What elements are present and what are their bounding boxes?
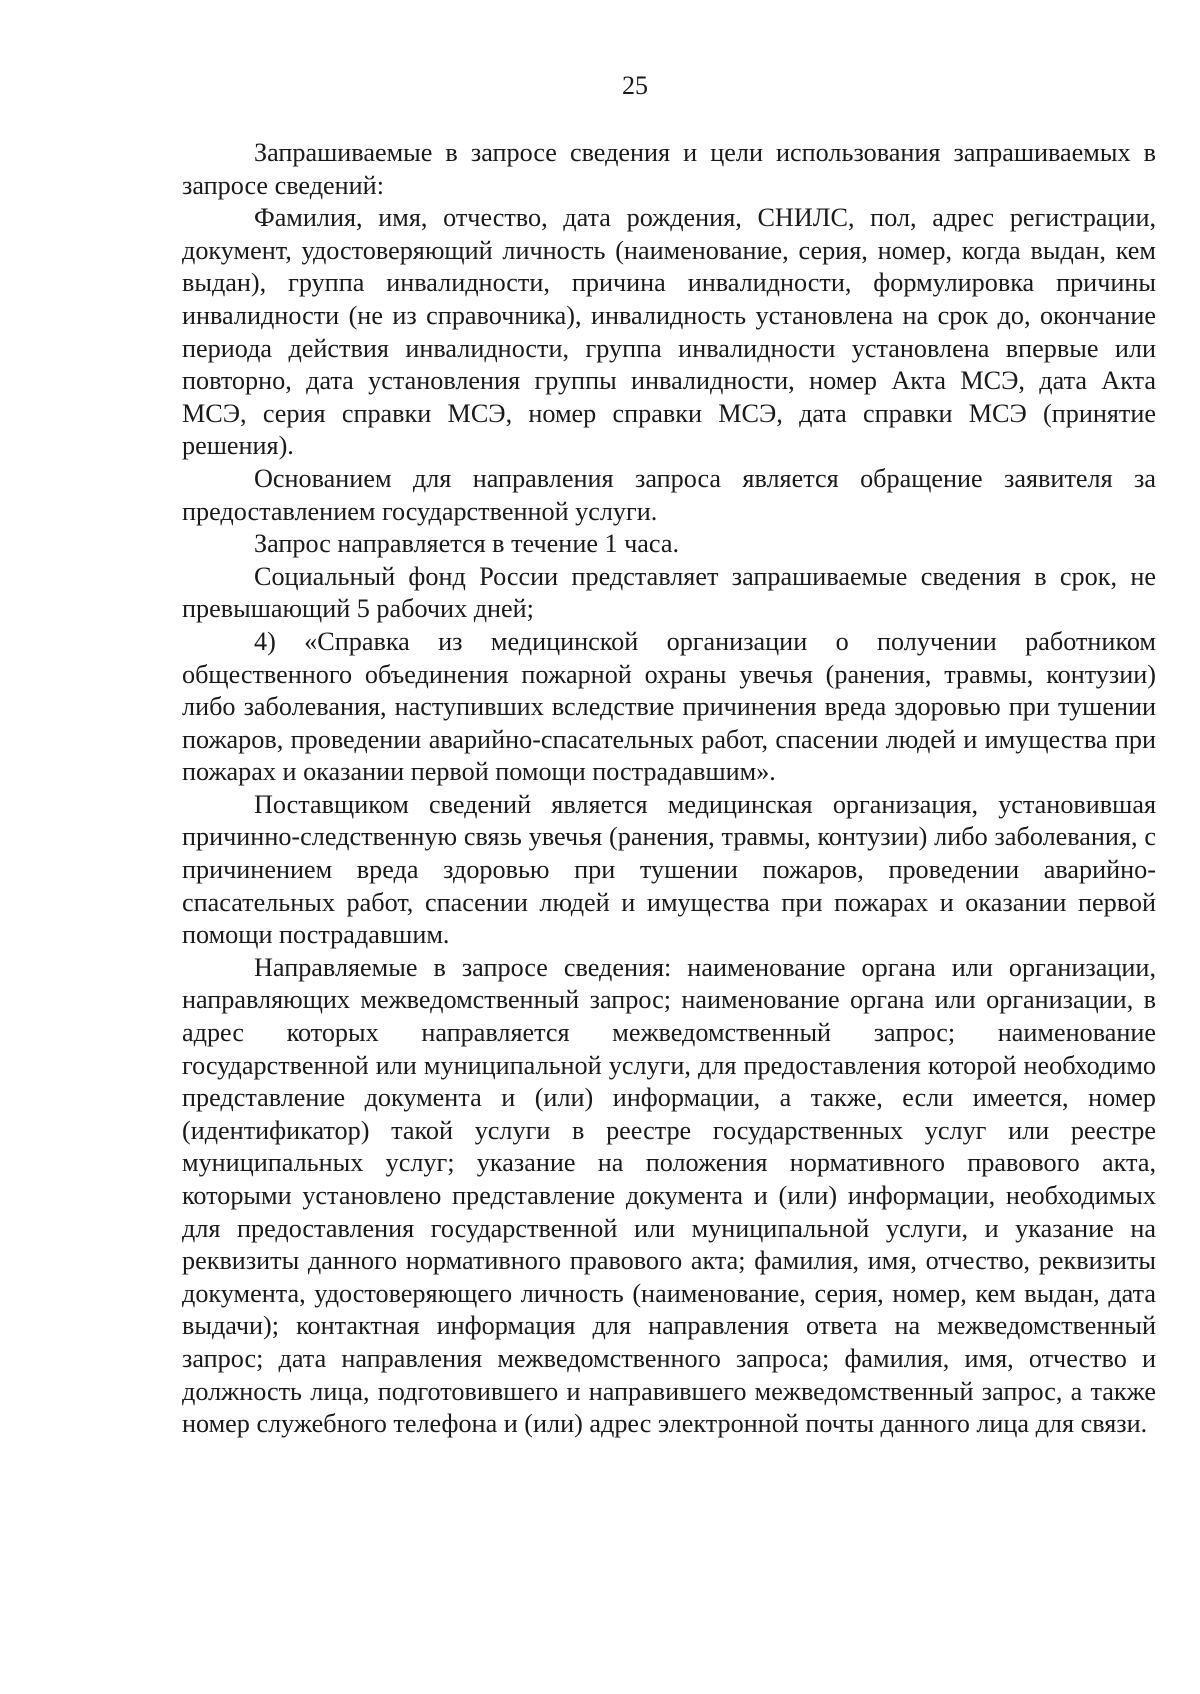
paragraph-requested-info-intro: Запрашиваемые в запросе сведения и цели использования запрашиваемых в запросе сведений: xyxy=(182,138,1156,200)
paragraph-response-deadline: Социальный фонд России представляет запрашиваемые сведения в срок, не превышающий 5 рабочих дней; xyxy=(182,561,1156,624)
document-body xyxy=(182,137,1156,1441)
paragraph-request-timing: Запрос направляется в течение 1 часа. xyxy=(254,529,680,559)
paragraph-request-basis: Основанием для направления запроса является обращение заявителя за предоставлением государственной услуги. xyxy=(182,463,1156,526)
paragraph-supplier: Поставщиком сведений является медицинская организация, установившая причинно-следственную связь увечья (ранения, травмы, контузии) либо заболевания, с причинением вреда здоровью при тушении пожаров, проведении аварийно-спасательных работ, спасении людей и имущества при пожарах и оказании первой помощи пострадавшим. xyxy=(182,789,1156,950)
paragraph-requested-info-list: Фамилия, имя, отчество, дата рождения, СНИЛС, пол, адрес регистрации, документ, удостоверяющий личность (наименование, серия, номер, когда выдан, кем выдан), группа инвалидности, причина инвалидности, формулировка причины инвалидности (не из справочника), инвалидность установлена на срок до, окончание периода действия инвалидности, группа инвалидности установлена впервые или повторно, дата установления группы инвалидности, номер Акта МСЭ, дата Акта МСЭ, серия справки МСЭ, номер справки МСЭ, дата справки МСЭ (принятие решения). xyxy=(182,203,1156,461)
paragraph-sent-info: Направляемые в запросе сведения: наименование органа или организации, направляющих межведомственный запрос; наименование органа или организации, в адрес которых направляется межведомственный запрос; наименование государственной или муниципальной услуги, для предоставления которой необходимо представление документа и (или) информации, а также, если имеется, номер (идентификатор) такой услуги в реестре государственных услуг или реестре муниципальных услуг; указание на положения нормативного правового акта, которыми установлено представление документа и (или) информации, необходимых для предоставления государственной или муниципальной услуги, и указание на реквизиты данного нормативного правового акта; фамилия, имя, отчество, реквизиты документа, удостоверяющего личность (наименование, серия, номер, кем выдан, дата выдачи); контактная информация для направления ответа на межведомственный запрос; дата направления межведомственного запроса; фамилия, имя, отчество и должность лица, подготовившего и направившего межведомственный запрос, а также номер служебного телефона и (или) адрес электронной почты данного лица для связи. xyxy=(182,952,1156,1439)
page-number: 25 xyxy=(622,71,648,100)
paragraph-item-4-title: 4) «Справка из медицинской организации о получении работником общественного объединения пожарной охраны увечья (ранения, травмы, контузии) либо заболевания, наступивших вследствие причинения вреда здоровью при тушении пожаров, проведении аварийно-спасательных работ, спасении людей и имущества при пожарах и оказании первой помощи пострадавшим». xyxy=(182,626,1156,787)
